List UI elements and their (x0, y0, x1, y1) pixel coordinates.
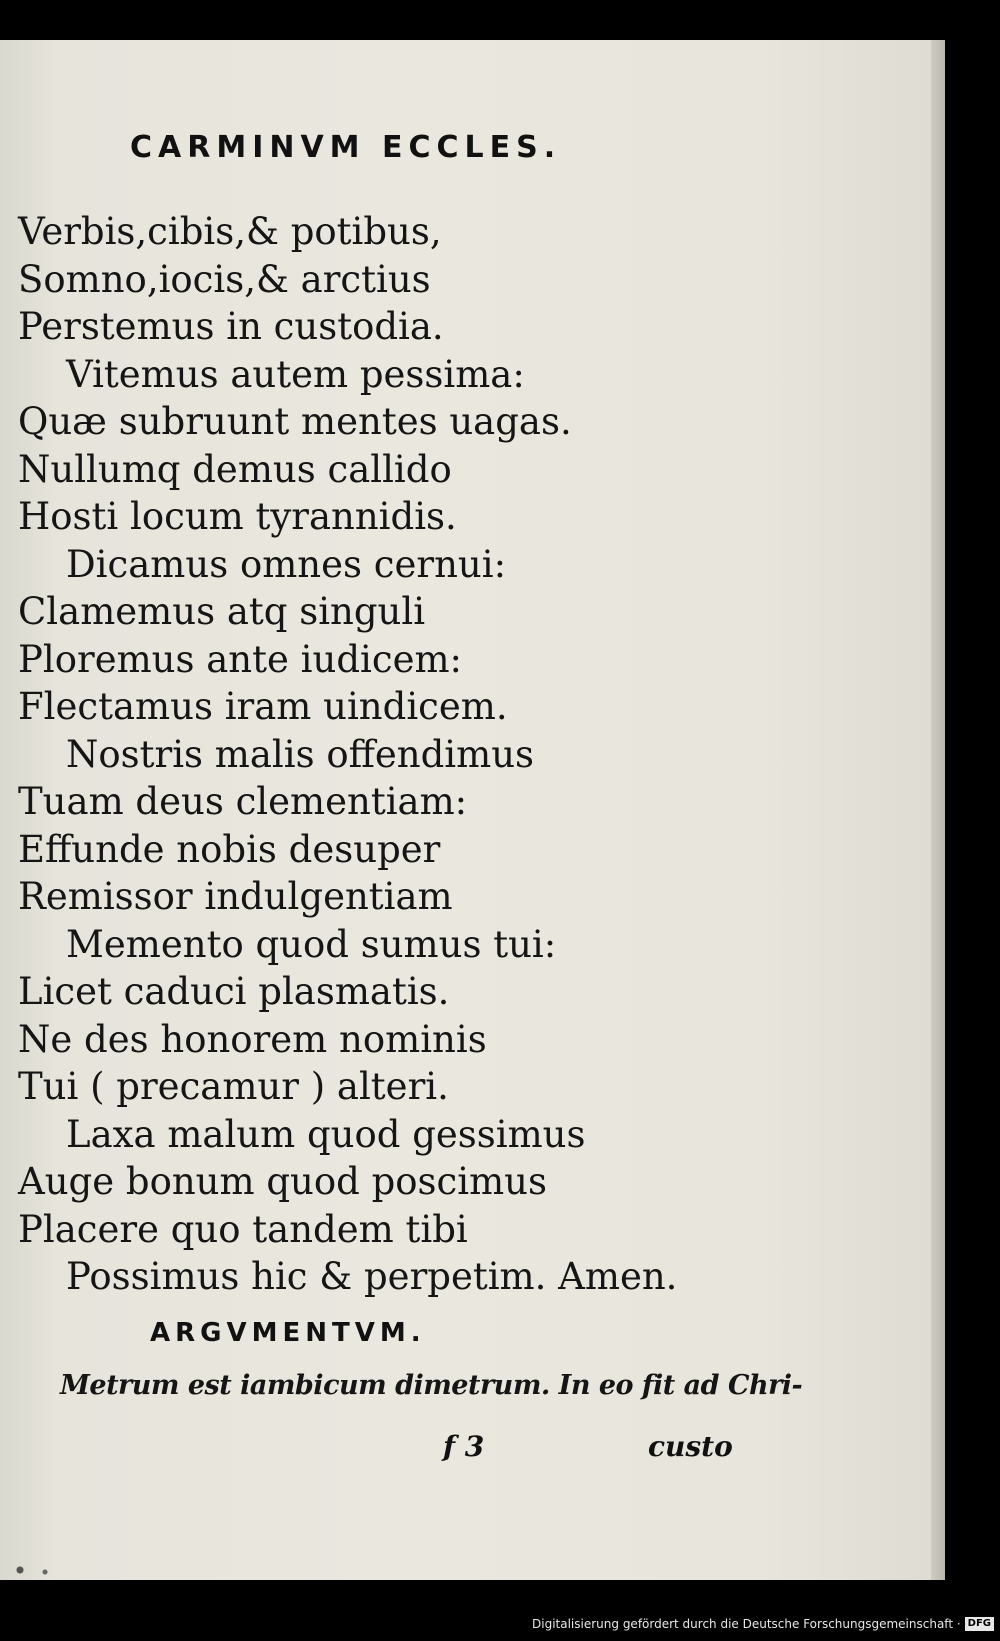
book-page (0, 40, 945, 1580)
argumentum-heading: ARGVMENTVM. (150, 1318, 426, 1348)
verse-line: Ne des honorem nominis (18, 1017, 487, 1061)
verse-list (18, 208, 678, 1301)
verse-line: Placere quo tandem tibi (18, 1207, 468, 1251)
verse-line: Nullumq demus callido (18, 447, 452, 491)
verse-line: Auge bonum quod poscimus (18, 1160, 548, 1203)
verse-line: Licet caduci plasmatis. (18, 970, 450, 1013)
margin-stain (0, 1560, 70, 1580)
verse-line: Dicamus omnes cernui: (66, 542, 507, 586)
credit-text: Digitalisierung gefördert durch die Deutsche Forschungsgemeinschaft · (532, 1617, 961, 1631)
verse-line: Vitemus autem pessima: (66, 352, 525, 396)
verse-line: Possimus hic & perpetim. Amen. (66, 1255, 678, 1298)
verse-line: Laxa malum quod gessimus (66, 1112, 586, 1156)
verse-line: Effunde nobis desuper (18, 827, 441, 871)
catchword: custo (648, 1430, 733, 1463)
verse-line: Ploremus ante iudicem: (18, 637, 463, 681)
verse-line: Quæ subruunt mentes uagas. (18, 400, 572, 443)
verse-line: Memento quod sumus tui: (66, 922, 557, 966)
running-title: CARMINVM ECCLES. (130, 130, 562, 165)
verse-line: Remissor indulgentiam (18, 875, 453, 918)
verse-line: Verbis,cibis,& potibus, (18, 210, 442, 253)
verse-line: Somno,iocis,& arctius (18, 257, 431, 301)
verse-line: Flectamus iram uindicem. (18, 685, 508, 728)
page-edge (931, 40, 945, 1580)
dfg-logo: DFG (965, 1617, 994, 1631)
verse-line: Tui ( precamur ) alteri. (18, 1065, 449, 1108)
digitization-credit (532, 1617, 994, 1631)
verse-line: Tuam deus clementiam: (18, 780, 468, 823)
verse-line: Hosti locum tyrannidis. (18, 495, 457, 538)
verse-line: Perstemus in custodia. (18, 305, 444, 348)
signature-mark: f 3 (443, 1430, 485, 1463)
verse-line: Clamemus atq singuli (18, 590, 426, 633)
argumentum-text: Metrum est iambicum dimetrum. In eo fit ad Chri- (60, 1370, 803, 1401)
verse-line: Nostris malis offendimus (66, 732, 535, 776)
